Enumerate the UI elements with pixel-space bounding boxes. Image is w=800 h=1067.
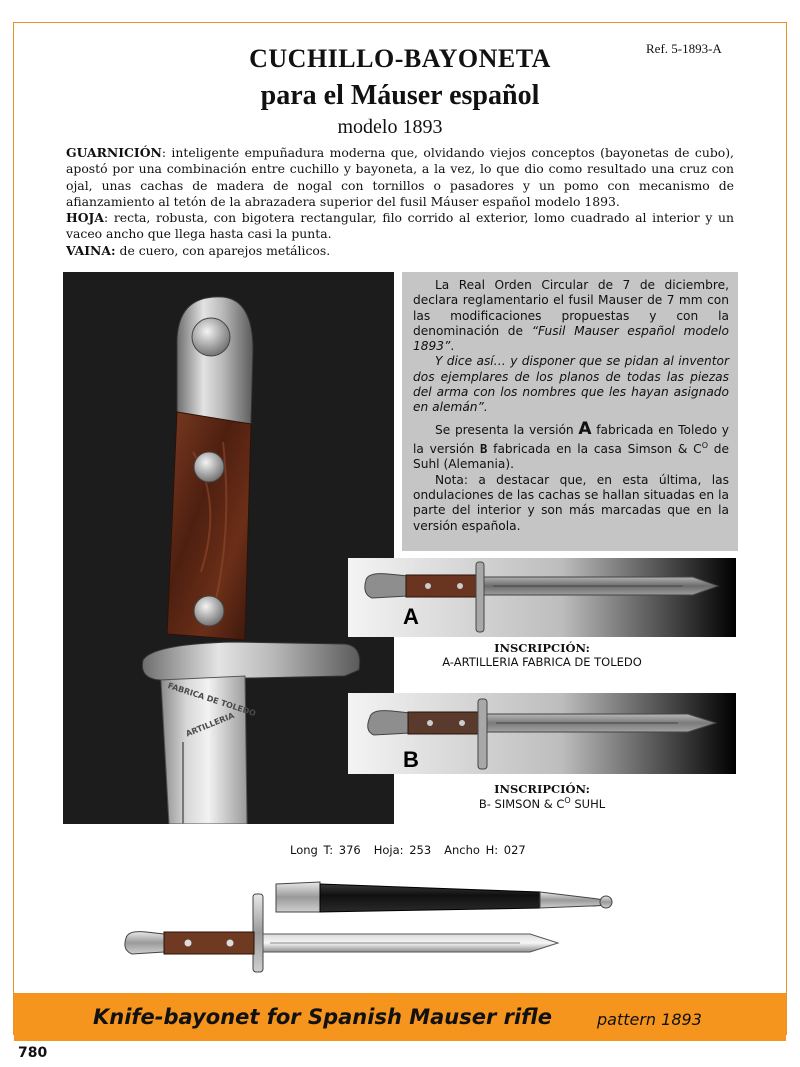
dimension-width: Ancho H: 027 [444,843,526,857]
history-p1-end: . [450,339,455,354]
vaina-label: VAINA: [66,242,116,258]
guarnicion-text: : inteligente empuñadura moderna que, olvidando viejos conceptos (bayonetas de cubo), apostó por una combinación entre cuchillo y bayoneta, a la vez, lo que dio como resultado una cruz con ojal, unas cachas de madera de nogal con tornillos o pasadores y un pomo con mecanismo de afianzamiento al tetón de la abrazadera superior del fusil Máuser español modelo 1893. [66,145,734,209]
title-model: modelo 1893 [337,116,443,138]
dimensions-line [290,843,539,857]
history-p4-text: Nota: a destacar que, en esta última, las ondulaciones de las cachas se hallan situadas en la parte del interior y son más marcadas que en la versión española. [413,472,729,533]
hilt-closeup-illustration [63,272,394,824]
vaina-text: de cuero, con aparejos metálicos. [115,242,331,258]
history-textbox [402,272,738,551]
page-number: 780 [18,1045,48,1061]
history-p3-sup: O [701,440,708,450]
version-a-inscription: A-ARTILLERIA FABRICA DE TOLEDO [442,655,642,669]
hoja-paragraph [66,210,734,243]
hoja-text: : recta, robusta, con bigotera rectangular, filo corrido al exterior, lomo cuadrado al interior y un vaceo ancho que llega hasta casi la punta. [66,210,734,242]
guarnicion-label: GUARNICIÓN [66,145,162,160]
description-block [66,145,734,259]
history-p2-italic: Y dice así… y disponer que se pidan al inventor dos ejemplares de los planos de todas las piezas del arma con los nombres que les hayan asignado en alemán”. [413,354,729,415]
version-a-illustration [348,558,736,637]
dimension-blade: Hoja: 253 [373,843,432,857]
history-p3-a: Se presenta la versión [435,422,579,437]
history-p1-italic: “Fusil Mauser español modelo 1893” [413,323,729,354]
history-paragraph-3 [413,418,729,473]
version-a-inscription-heading: INSCRIPCIÓN: [494,641,590,655]
guarnicion-paragraph [66,145,734,210]
history-p3-d: de Suhl (Alemania). [413,442,729,472]
history-paragraph-2 [413,354,729,415]
history-p3-c: fabricada en la casa Simson & C [487,442,702,457]
marking-line-2: ARTILLERIA [184,710,236,739]
version-b-illustration [348,693,736,774]
version-b-insc-b: SUHL [570,796,606,811]
version-b-label: B [403,747,419,772]
bayonet-scabbard-photo [120,872,620,982]
version-a-label: A [403,604,419,629]
english-title: Knife-bayonet for Spanish Mauser rifle [93,1005,552,1029]
history-p3-b: fabricada en Toledo y la versión [413,422,729,457]
history-paragraph-1 [413,278,729,354]
version-b-inscription [348,796,736,811]
version-letter-b: B [480,442,488,457]
english-subtitle: pattern 1893 [597,1010,702,1029]
vaina-paragraph [66,243,734,259]
hoja-label: HOJA [66,210,104,226]
dimension-length: Long T: 376 [290,843,361,857]
version-b-inscription-heading: INSCRIPCIÓN: [494,782,590,796]
title-line-1: CUCHILLO-BAYONETA [249,44,551,73]
version-b-photo [348,693,736,774]
version-b-insc-a: B- SIMSON & C [478,796,565,811]
version-letter-a: A [578,418,592,439]
bayonet-scabbard-illustration [120,872,620,982]
hilt-closeup-photo [63,272,394,824]
version-a-photo [348,558,736,637]
title-line-2: para el Máuser español [260,80,540,111]
marking-line-1: FABRICA DE TOLEDO [166,681,257,719]
history-paragraph-4 [413,473,729,534]
reference-code: Ref. 5-1893-A [646,41,722,56]
version-b-insc-sup: O [564,796,571,805]
history-p1-text: La Real Orden Circular de 7 de diciembre, declara reglamentario el fusil Mauser de 7 mm con las modificaciones propuestas y con la denominación de [413,278,729,338]
